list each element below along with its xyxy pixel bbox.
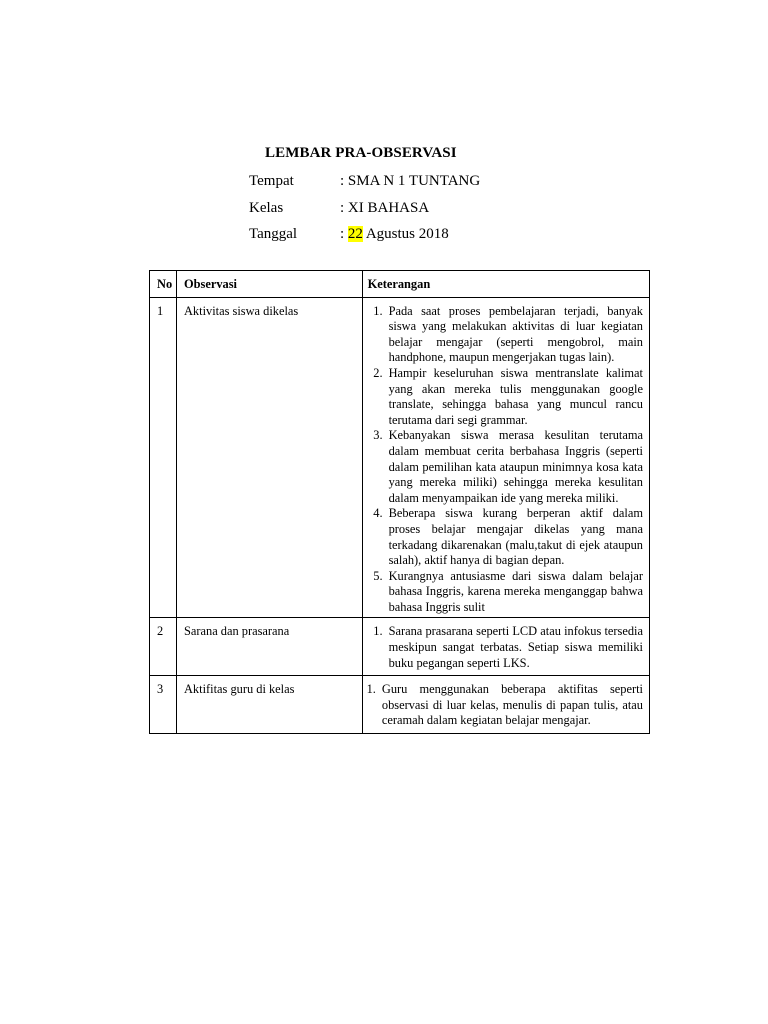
header-observasi: Observasi [176, 271, 362, 298]
list-item-number: 1. [366, 682, 376, 697]
meta-value-tempat: : SMA N 1 TUNTANG [340, 173, 481, 189]
list-item-text: Beberapa siswa kurang berperan aktif dalam proses belajar mengajar dikelas yang mana terkadang dikarenakan (malu,takut di ejek ataupun salah), aktif hanya di bagian depan. [388, 506, 643, 568]
list-item [367, 682, 643, 729]
list-item-text: Hampir keseluruhan siswa mentranslate kalimat yang akan mereka tulis menggunakan google translate, sehingga bahasa yang muncul rancu terutama dari segi grammar. [388, 365, 643, 427]
row-keterangan [362, 676, 649, 734]
list-item [367, 569, 643, 616]
header-no: No [150, 271, 177, 298]
meta-label-tempat: Tempat [249, 173, 294, 189]
list-item-number: 5. [373, 568, 383, 583]
list-item [367, 366, 643, 428]
tanggal-prefix: : [340, 226, 348, 242]
row-observasi: Aktifitas guru di kelas [176, 676, 362, 734]
list-item-text: Kurangnya antusiasme dari siswa dalam belajar bahasa Inggris, karena mereka menganggap bahwa bahasa Inggris sulit [388, 568, 643, 614]
table-row [150, 297, 650, 618]
row-observasi: Sarana dan prasarana [176, 618, 362, 676]
meta-label-kelas: Kelas [249, 200, 284, 216]
list-item-number: 1. [373, 303, 383, 318]
row-no: 2 [150, 618, 177, 676]
row-keterangan [362, 618, 649, 676]
list-item [367, 506, 643, 568]
row-keterangan [362, 297, 649, 618]
tanggal-suffix: Agustus 2018 [362, 226, 449, 242]
table-header-row [150, 271, 650, 298]
page-title: LEMBAR PRA-OBSERVASI [265, 145, 457, 161]
row-observasi: Aktivitas siswa dikelas [176, 297, 362, 618]
observation-table [149, 270, 650, 734]
list-item-text: Guru menggunakan beberapa aktifitas seperti observasi di luar kelas, menulis di papan tulis, atau ceramah dalam kegiatan belajar mengajar. [381, 682, 643, 728]
meta-value-kelas: : XI BAHASA [340, 200, 430, 216]
list-item-text: Sarana prasarana seperti LCD atau infokus tersedia meskipun sangat terbatas. Setiap siswa memiliki buku pegangan seperti LKS. [388, 624, 643, 670]
list-item [367, 624, 643, 671]
list-item-number: 4. [373, 506, 383, 521]
row-no: 1 [150, 297, 177, 618]
list-item-text: Pada saat proses pembelajaran terjadi, banyak siswa yang melakukan aktivitas di luar kegiatan belajar mengajar (seperti mengobrol, main handphone, maupun mengerjakan tugas lain). [388, 303, 643, 365]
tanggal-day-highlight: 22 [347, 226, 363, 242]
list-item-number: 2. [373, 365, 383, 380]
table-row [150, 676, 650, 734]
list-item [367, 304, 643, 366]
list-item [367, 428, 643, 506]
meta-label-tanggal: Tanggal [249, 226, 298, 242]
row-no: 3 [150, 676, 177, 734]
list-item-number: 1. [373, 624, 383, 639]
list-item-number: 3. [373, 428, 383, 443]
header-keterangan: Keterangan [362, 271, 649, 298]
table-row [150, 618, 650, 676]
meta-value-tanggal [340, 224, 449, 244]
list-item-text: Kebanyakan siswa merasa kesulitan terutama dalam membuat cerita berbahasa Inggris (seperti dalam pemilihan kata ataupun minimnya kosa kata yang mereka miliki) sehingga mereka kesulitan dalam menyampaikan ide yang mereka miliki. [388, 428, 643, 505]
